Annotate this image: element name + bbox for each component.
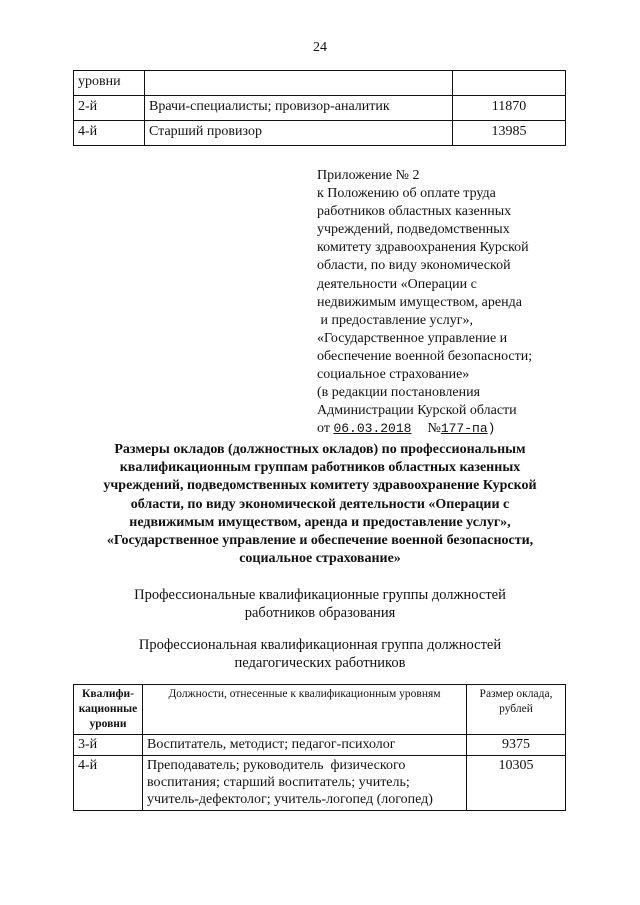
table-row: [74, 756, 566, 811]
appendix-line: обеспечение военной безопасности;: [317, 348, 533, 364]
positions-cell: [145, 71, 453, 96]
header-positions: Должности, отнесенные к квалификационным уровням: [143, 685, 467, 735]
appendix-line: учреждений, подведомственных: [317, 222, 510, 238]
level-cell: 3-й: [74, 735, 143, 756]
salary-cell: 13985: [453, 121, 566, 146]
appendix-line: (в редакции постановления: [317, 385, 481, 401]
subheading-line: Профессиональные квалификационные группы должностей: [134, 587, 506, 603]
heading-line: недвижимым имуществом, аренда и предоставление услуг»,: [129, 514, 511, 530]
salary-cell: 9375: [467, 735, 566, 756]
appendix-date-line: [317, 420, 587, 438]
heading-line: социальное страхование»: [239, 551, 401, 567]
heading-line: квалификационным группам работников областных казенных: [119, 460, 521, 476]
appendix-line: «Государственное управление и: [317, 330, 508, 346]
closing-paren: ): [487, 421, 496, 437]
level-cell: 2-й: [74, 96, 145, 121]
level-cell: уровни: [74, 71, 145, 96]
number-prefix: №: [427, 421, 441, 437]
positions-cell: Воспитатель, методист; педагог-психолог: [143, 735, 467, 756]
heading-line: «Государственное управление и обеспечение военной безопасности,: [106, 533, 534, 549]
appendix-block: [317, 167, 587, 438]
table-row: [74, 735, 566, 756]
positions-cell: Старший провизор: [145, 121, 453, 146]
appendix-line: Администрации Курской области: [317, 403, 517, 419]
date-prefix: от: [317, 421, 334, 437]
subheading-education-groups: [80, 586, 560, 622]
level-cell: 4-й: [74, 756, 143, 811]
page-number: 24: [313, 40, 327, 55]
header-level: Квалифи- кационные уровни: [74, 685, 143, 735]
positions-cell: Врачи-специалисты; провизор-аналитик: [145, 96, 453, 121]
appendix-line: работников областных казенных: [317, 204, 512, 220]
salary-table-teaching: [73, 684, 566, 811]
subheading-teaching-staff: [80, 636, 560, 672]
heading-line: Размеры окладов (должностных окладов) по профессиональным: [114, 442, 526, 457]
appendix-line: и предоставление услуг»,: [317, 312, 473, 328]
appendix-line: социальное страхование»: [317, 367, 470, 383]
level-cell: 4-й: [74, 121, 145, 146]
subheading-line: работников образования: [244, 605, 396, 621]
header-salary: Размер оклада, рублей: [467, 685, 566, 735]
subheading-line: педагогических работников: [234, 655, 406, 671]
appendix-line: недвижимым имуществом, аренда: [317, 294, 522, 310]
positions-cell: Преподаватель; руководитель физического воспитания; старший воспитатель; учитель; учитель-дефектолог; учитель-логопед (логопед): [143, 756, 467, 811]
salary-cell: 11870: [453, 96, 566, 121]
appendix-line: комитету здравоохранения Курской: [317, 240, 529, 256]
appendix-line: деятельности «Операции с: [317, 276, 477, 292]
salary-cell: 10305: [467, 756, 566, 811]
document-heading: [80, 441, 560, 568]
appendix-line: к Положению об оплате труда: [317, 186, 496, 202]
resolution-number: 177-па: [440, 421, 488, 437]
heading-line: учреждений, подведомственных комитету здравоохранение Курской: [103, 478, 537, 494]
resolution-date: 06.03.2018: [333, 421, 412, 437]
table-row: [74, 96, 566, 121]
appendix-line: области, по виду экономической: [317, 258, 511, 274]
subheading-line: Профессиональная квалификационная группа должностей: [138, 637, 502, 653]
heading-line: области, по виду экономической деятельности «Операции с: [130, 496, 510, 512]
salary-table-top: [73, 70, 566, 146]
salary-cell: [453, 71, 566, 96]
table-row: [74, 121, 566, 146]
table-row: [74, 71, 566, 96]
table-header-row: [74, 685, 566, 735]
appendix-line: Приложение № 2: [317, 168, 420, 183]
